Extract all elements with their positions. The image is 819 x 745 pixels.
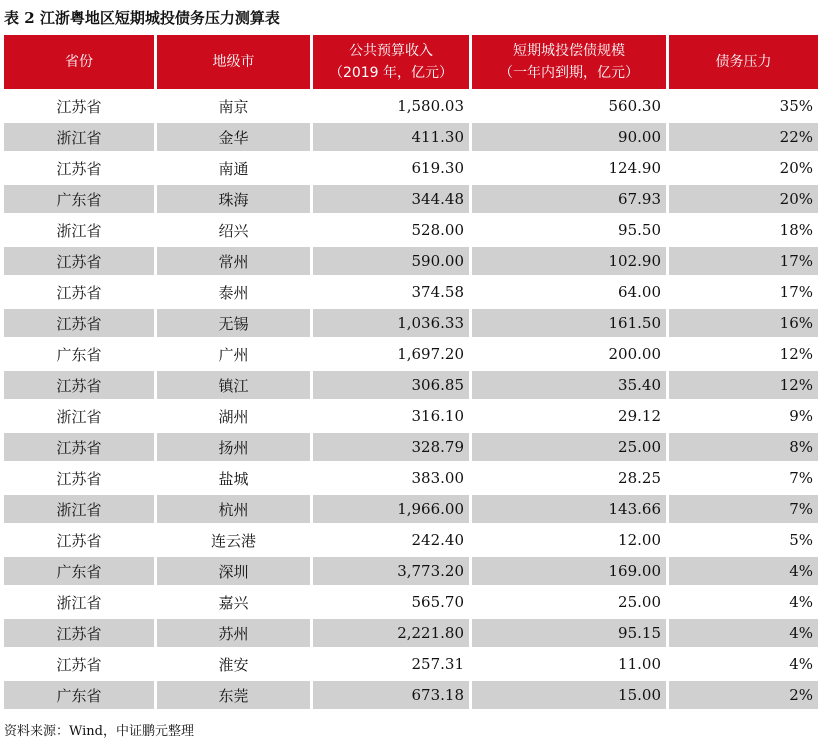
province-cell: 浙江省 — [4, 495, 154, 523]
table-row — [4, 650, 818, 678]
city-cell: 深圳 — [157, 557, 310, 585]
province-cell: 江苏省 — [4, 92, 154, 120]
debt-cell: 67.93 — [472, 185, 666, 213]
table-row — [4, 526, 818, 554]
table-row — [4, 247, 818, 275]
pressure-cell: 4% — [669, 557, 818, 585]
table-row — [4, 433, 818, 461]
revenue-cell: 411.30 — [313, 123, 469, 151]
city-cell: 嘉兴 — [157, 588, 310, 616]
pressure-cell: 12% — [669, 340, 818, 368]
province-cell: 浙江省 — [4, 216, 154, 244]
table-row — [4, 92, 818, 120]
header-revenue-line1: 公共预算收入 — [349, 43, 433, 59]
debt-cell: 102.90 — [472, 247, 666, 275]
pressure-cell: 9% — [669, 402, 818, 430]
table-row — [4, 278, 818, 306]
header-debt — [472, 35, 666, 89]
pressure-cell: 7% — [669, 495, 818, 523]
debt-cell: 161.50 — [472, 309, 666, 337]
city-cell: 泰州 — [157, 278, 310, 306]
debt-pressure-table — [1, 32, 819, 712]
province-cell: 江苏省 — [4, 247, 154, 275]
city-cell: 镇江 — [157, 371, 310, 399]
table-body — [4, 92, 818, 709]
province-cell: 江苏省 — [4, 464, 154, 492]
debt-cell: 11.00 — [472, 650, 666, 678]
header-debt-line1: 短期城投偿债规模 — [513, 43, 625, 59]
table-row — [4, 402, 818, 430]
province-cell: 浙江省 — [4, 588, 154, 616]
revenue-cell: 590.00 — [313, 247, 469, 275]
pressure-cell: 20% — [669, 154, 818, 182]
header-city: 地级市 — [157, 35, 310, 89]
province-cell: 江苏省 — [4, 433, 154, 461]
debt-cell: 64.00 — [472, 278, 666, 306]
province-cell: 浙江省 — [4, 402, 154, 430]
province-cell: 江苏省 — [4, 309, 154, 337]
pressure-cell: 22% — [669, 123, 818, 151]
city-cell: 扬州 — [157, 433, 310, 461]
revenue-cell: 673.18 — [313, 681, 469, 709]
debt-cell: 12.00 — [472, 526, 666, 554]
revenue-cell: 1,697.20 — [313, 340, 469, 368]
header-revenue-line2: （2019 年，亿元） — [328, 65, 454, 81]
revenue-cell: 3,773.20 — [313, 557, 469, 585]
table-row — [4, 309, 818, 337]
province-cell: 广东省 — [4, 681, 154, 709]
debt-cell: 200.00 — [472, 340, 666, 368]
debt-cell: 90.00 — [472, 123, 666, 151]
province-cell: 江苏省 — [4, 278, 154, 306]
header-debt-line2: （一年内到期，亿元） — [499, 65, 639, 81]
table-row — [4, 185, 818, 213]
province-cell: 广东省 — [4, 185, 154, 213]
debt-cell: 124.90 — [472, 154, 666, 182]
city-cell: 绍兴 — [157, 216, 310, 244]
pressure-cell: 16% — [669, 309, 818, 337]
revenue-cell: 2,221.80 — [313, 619, 469, 647]
pressure-cell: 17% — [669, 247, 818, 275]
province-cell: 广东省 — [4, 557, 154, 585]
table-row — [4, 619, 818, 647]
debt-cell: 95.15 — [472, 619, 666, 647]
table-title: 表 2 江浙粤地区短期城投债务压力测算表 — [4, 9, 280, 27]
revenue-cell: 257.31 — [313, 650, 469, 678]
table-row — [4, 371, 818, 399]
debt-cell: 143.66 — [472, 495, 666, 523]
revenue-cell: 619.30 — [313, 154, 469, 182]
table-row — [4, 588, 818, 616]
city-cell: 南通 — [157, 154, 310, 182]
table-row — [4, 216, 818, 244]
debt-cell: 35.40 — [472, 371, 666, 399]
table-row — [4, 340, 818, 368]
revenue-cell: 306.85 — [313, 371, 469, 399]
debt-cell: 25.00 — [472, 588, 666, 616]
revenue-cell: 316.10 — [313, 402, 469, 430]
pressure-cell: 17% — [669, 278, 818, 306]
province-cell: 江苏省 — [4, 650, 154, 678]
source-note: 资料来源：Wind，中证鹏元整理 — [4, 724, 194, 739]
debt-cell: 29.12 — [472, 402, 666, 430]
debt-cell: 169.00 — [472, 557, 666, 585]
table-row — [4, 557, 818, 585]
revenue-cell: 374.58 — [313, 278, 469, 306]
debt-cell: 95.50 — [472, 216, 666, 244]
table-row — [4, 154, 818, 182]
city-cell: 东莞 — [157, 681, 310, 709]
pressure-cell: 35% — [669, 92, 818, 120]
header-pressure: 债务压力 — [669, 35, 818, 89]
city-cell: 苏州 — [157, 619, 310, 647]
city-cell: 盐城 — [157, 464, 310, 492]
city-cell: 淮安 — [157, 650, 310, 678]
city-cell: 广州 — [157, 340, 310, 368]
table-header-row — [4, 35, 818, 89]
city-cell: 连云港 — [157, 526, 310, 554]
pressure-cell: 18% — [669, 216, 818, 244]
header-province: 省份 — [4, 35, 154, 89]
pressure-cell: 12% — [669, 371, 818, 399]
city-cell: 珠海 — [157, 185, 310, 213]
province-cell: 江苏省 — [4, 371, 154, 399]
city-cell: 无锡 — [157, 309, 310, 337]
city-cell: 南京 — [157, 92, 310, 120]
revenue-cell: 1,966.00 — [313, 495, 469, 523]
province-cell: 广东省 — [4, 340, 154, 368]
pressure-cell: 20% — [669, 185, 818, 213]
pressure-cell: 4% — [669, 588, 818, 616]
province-cell: 浙江省 — [4, 123, 154, 151]
table-row — [4, 123, 818, 151]
revenue-cell: 328.79 — [313, 433, 469, 461]
revenue-cell: 1,580.03 — [313, 92, 469, 120]
table-row — [4, 681, 818, 709]
revenue-cell: 528.00 — [313, 216, 469, 244]
debt-cell: 25.00 — [472, 433, 666, 461]
header-revenue — [313, 35, 469, 89]
pressure-cell: 5% — [669, 526, 818, 554]
city-cell: 金华 — [157, 123, 310, 151]
pressure-cell: 8% — [669, 433, 818, 461]
province-cell: 江苏省 — [4, 154, 154, 182]
table-row — [4, 495, 818, 523]
pressure-cell: 2% — [669, 681, 818, 709]
province-cell: 江苏省 — [4, 526, 154, 554]
pressure-cell: 4% — [669, 619, 818, 647]
revenue-cell: 242.40 — [313, 526, 469, 554]
revenue-cell: 383.00 — [313, 464, 469, 492]
city-cell: 湖州 — [157, 402, 310, 430]
revenue-cell: 344.48 — [313, 185, 469, 213]
pressure-cell: 7% — [669, 464, 818, 492]
revenue-cell: 1,036.33 — [313, 309, 469, 337]
table-row — [4, 464, 818, 492]
pressure-cell: 4% — [669, 650, 818, 678]
debt-cell: 15.00 — [472, 681, 666, 709]
city-cell: 常州 — [157, 247, 310, 275]
revenue-cell: 565.70 — [313, 588, 469, 616]
debt-cell: 560.30 — [472, 92, 666, 120]
province-cell: 江苏省 — [4, 619, 154, 647]
debt-cell: 28.25 — [472, 464, 666, 492]
city-cell: 杭州 — [157, 495, 310, 523]
